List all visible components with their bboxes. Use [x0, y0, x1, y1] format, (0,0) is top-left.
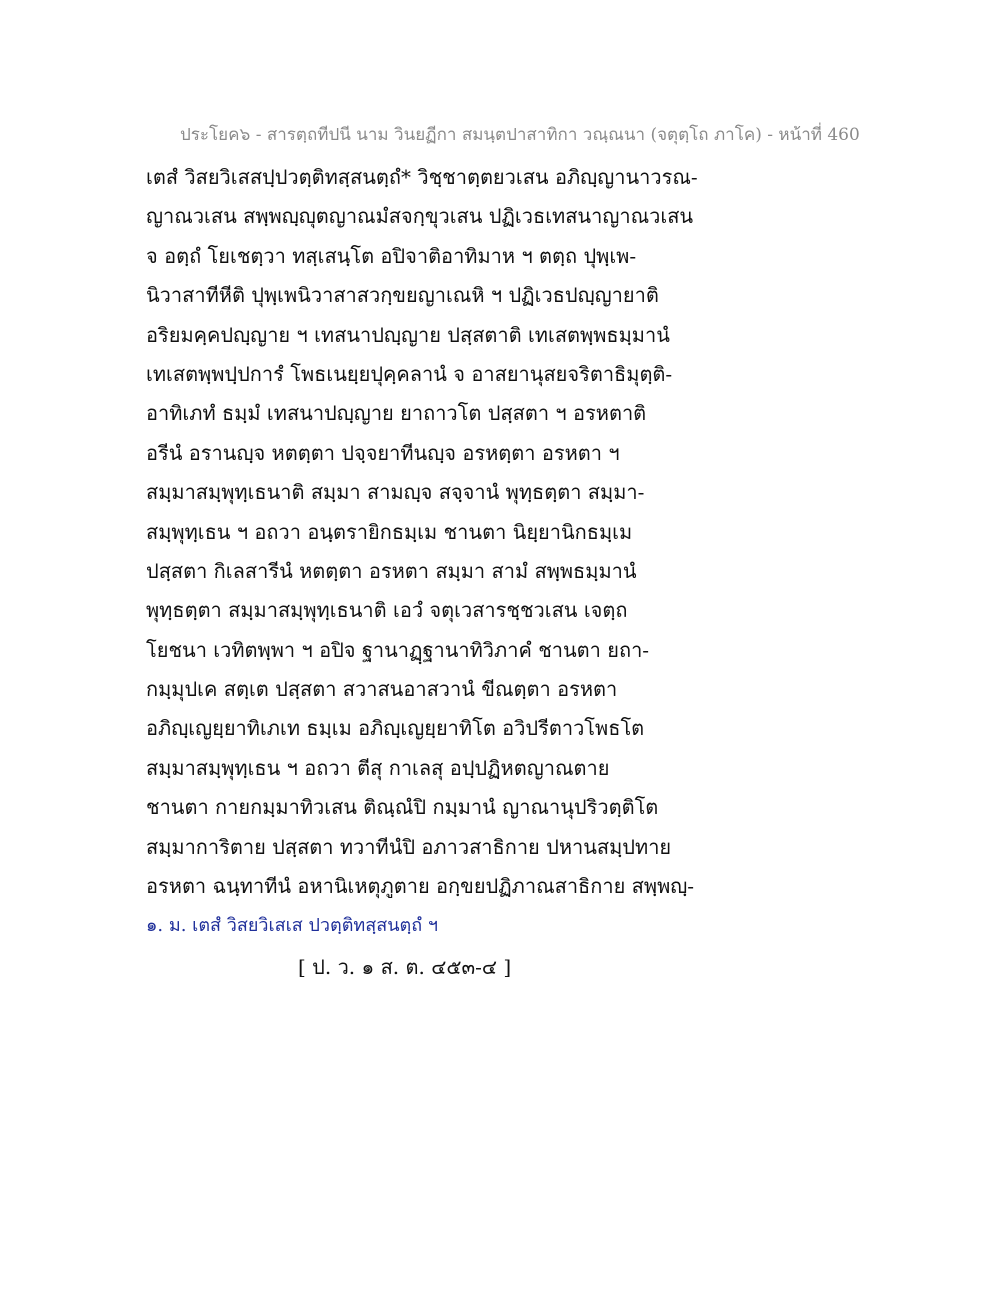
text-line: สมฺมาสมฺพุทฺเธนาติ สมฺมา สามญฺจ สจฺจานํ พุทฺธตฺตา สมฺมา- [146, 480, 645, 505]
text-line: อรีนํ อรานญฺจ หตตฺตา ปจฺจยาทีนญฺจ อรหตฺตา อรหตา ฯ [146, 440, 620, 465]
footnote: ๑. ม. เตสํ วิสยวิเสเส ปวตฺติทสฺสนตฺถํ ฯ [146, 915, 438, 936]
text-line: เทเสตพฺพปฺปการํ โพธเนยฺยปุคฺคลานํ จ อาสยานุสยจริตาธิมุตฺติ- [146, 361, 673, 386]
text-line: สมฺพุทฺเธน ฯ อถวา อนฺตรายิกธมฺเม ชานตา นิยฺยานิกธมฺเม [146, 519, 633, 544]
text-line: ชานตา กายกมฺมาทิวเสน ติณฺณํปิ กมฺมานํ ญาณานุปริวตฺติโต [146, 795, 659, 820]
text-line: จ อตฺถํ โยเชตฺวา ทสฺเสนฺโต อปิจาติอาทิมาห ฯ ตตฺถ ปุพฺเพ- [146, 243, 637, 268]
text-line: อรหตา ฉนฺทาทีนํ อหานิเหตุภูตาย อกฺขยปฏิภาณสาธิกาย สพฺพญฺ- [146, 874, 695, 899]
text-line: พุทฺธตฺตา สมฺมาสมฺพุทฺเธนาติ เอวํ จตุเวสารชฺชวเสน เจตฺถ [146, 598, 628, 623]
text-line: นิวาสาทีหีติ ปุพฺเพนิวาสาสวกฺขยญาเณหิ ฯ ปฏิเวธปญฺญายาติ [146, 283, 659, 308]
text-line: อาทิเภทํ ธมฺมํ เทสนาปญฺญาย ยาถาวโต ปสฺสตา ฯ อรหตาติ [146, 401, 647, 426]
text-line: สมฺมาสมฺพุทฺเธน ฯ อถวา ตีสุ กาเลสุ อปฺปฏิหตญาณตาย [146, 755, 610, 780]
text-line: กมฺมุปเค สตฺเต ปสฺสตา สวาสนอาสวานํ ขีณตฺตา อรหตา [146, 677, 618, 702]
body-text [146, 158, 706, 906]
text-line: สมฺมาการิตาย ปสฺสตา ทวาทีนํปิ อภาวสาธิกาย ปหานสมฺปทาย [146, 834, 672, 859]
text-line: อริยมคฺคปญฺญาย ฯ เทสนาปญฺญาย ปสฺสตาติ เทเสตพฺพธมฺมานํ [146, 322, 670, 347]
text-line: ญาณวเสน สพฺพญฺญุตญาณมํสจกฺขุวเสน ปฏิเวธเทสนาญาณวเสน [146, 204, 694, 229]
page-header: ประโยค๖ - สารตฺถทีปนี นาม วินยฏีกา สมนฺตปาสาทิกา วณฺณนา (จตุตฺโถ ภาโค) - หน้าที่ 460 [180, 125, 860, 145]
page-reference: [ ป. ว. ๑ ส. ต. ๔๕๓-๔ ] [298, 955, 512, 979]
text-line: ปสฺสตา กิเลสารีนํ หตตฺตา อรหตา สมฺมา สามํ สพฺพธมฺมานํ [146, 558, 637, 583]
text-line: โยชนา เวทิตพฺพา ฯ อปิจ ฐานาฏฺฐานาทิวิภาคํ ชานตา ยถา- [146, 637, 650, 662]
text-line: อภิญฺเญยฺยาทิเภเท ธมฺเม อภิญฺเญยฺยาทิโต อวิปรีตาวโพธโต [146, 716, 645, 741]
text-line: เตสํ วิสยวิเสสปฺปวตฺติทสฺสนตฺถํ* วิชฺชาตฺตยวเสน อภิญฺญานาวรณ- [146, 165, 698, 189]
